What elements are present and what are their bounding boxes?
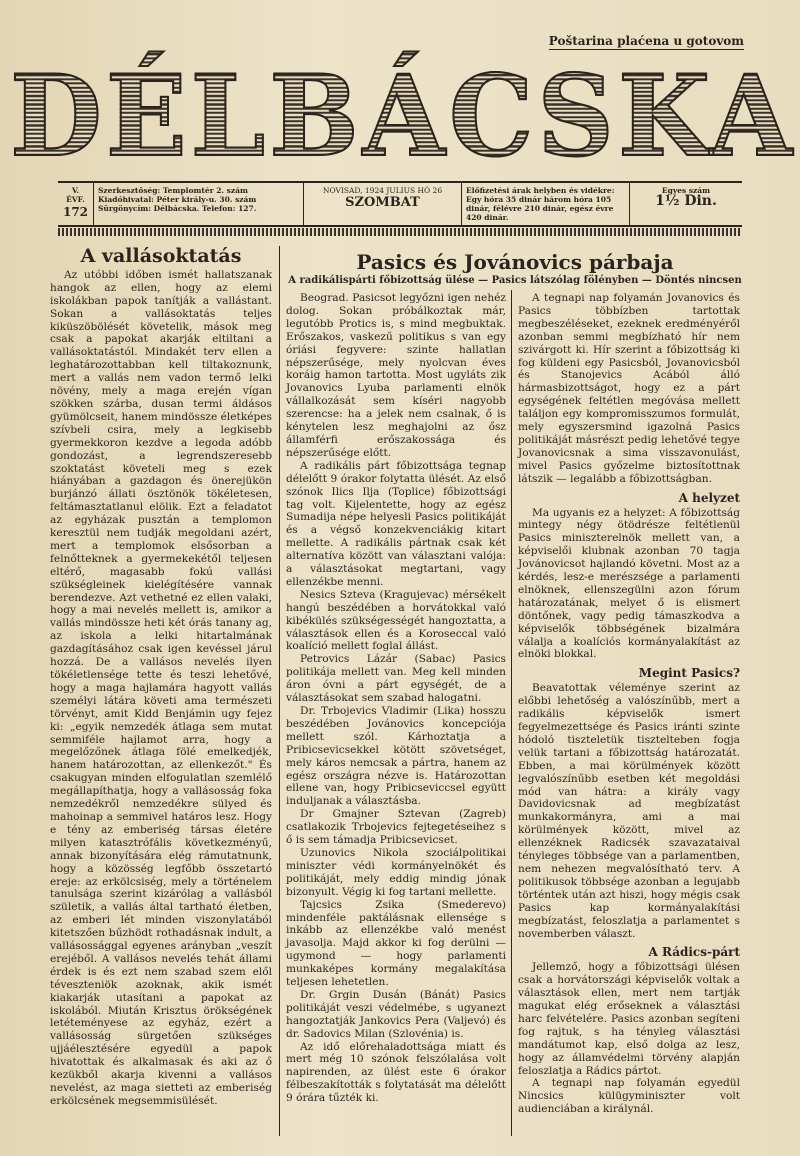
article-paragraph: Az utóbbi időben ismét hallatszanak hangok az ellen, hogy az elemi iskolákban papok tanítják a vallástant. Sokan a vallásoktatás teljes kiküszöbölését követelik, mások meg csak a papokat akarják eltiltani a vallásoktatástól. Mindakét terv ellen a leghatározottabban kell tiltakoznunk, mert a vallás nem vadon termő lelki növény, mely a maga erején vígan szökken szárba, dusan termi áldásos gyümölcseit, hanem mindössze életképes szívbeli csira, mely a legkisebb gyermekkoron kezdve a legoda adóbb gondozást, a legrendszeresebb szoktatást követeli meg s ezek hiányában a gazdagon és önerejükön burjánzó állati ösztönök tökéletesen, feltámasztatlanul elölik. Ezt a feladatot az egyházak pusztán a templomon keresztül nem tudják megoldani azért, mert a templomok elsősorban a felnőtteknek a gyermekekétől teljesen eltérő, magasabb fokú vallási szükségleinek kielégítésére vannak berendezve. Azt vethetné ez ellen valaki, hogy a mai nevelés mellett is, amikor a vallás mindössze heti két órás tanany ag, az iskola a lelki hitartalmának gazdagításához csak igen kevéssel járul hozzá. De a vallásos nevelés ilyen tökéletlensége tette és teszi lehetővé, hogy a maga hajlamára hagyott vallás személyi látára követi ama természeti törvényt, amit Kidd Benjámin ugy fejez ki: „egyik nemzedék átlaga sem mutat semmiféle hajlamot arra, hogy a megelőzőnek átlaga fölé emelkedjék, hanem határozottan, az ellenkezőt." És csakugyan minden elfogulatlan szemlélő megállapíthatja, hogy a vallásosság foka nemzedékről nemzedékre sülyed és mahoinap a semmivel határos lesz. Hogy e tény az emberiség társas életére milyen katasztrófális következményű, annak bizonyítására elég rámutatnunk, hogy a közösség legfőbb összetartó ereje: az erkölcsiség, mely a történelem tanulsága szerint kizárólag a vallásból születik, a vallás által tartható életben, az emberi lét minden viszonylatából kitetszően bűzhödt rothadásnak indult, a vallásossággal egyenes arányban „veszít erejéből. A vallásos nevelés tehát állami érdek is és ezt nem szabad szem elől téveszteniök azoknak, akik ismét kiakarják utasítani a papokat az iskolából. Miután Krisztus örökségének letéteményese az egyház, ezért a vallásosság sürgetően szükséges ujjáélesztésére egyedül a papok hivatottak és alkalmasak és aki az ő kezükből akarja kivenni a vallásos nevelést, az maga sietteti az emberiség erkölcsének megsemmisülését. — [50, 268, 272, 1107]
date-box — [304, 183, 462, 225]
subscription-info: Előfizetési árak helyben és vidékre: Egy hóra 35 dinár három hóra 105 dinár, félévre 210 dinár, egész évre 420 dinár. — [462, 183, 630, 225]
article-paragraph: Jellemző, hogy a főbizottsági ülésen csak a horvátországi képviselők voltak a választások ellen, mert nem tartják magukat elég erőseknek a választási harc felvételére. Pasics azonban segíteni fog rajtuk, s ha tényleg választási mandátumot kap, első dolga az lesz, hogy az államvédelmi törvény alapján feloszlatja a Rádics pártot. — [518, 961, 740, 1077]
article-pasics-column-a — [286, 292, 506, 1105]
article-pasics-column-b — [518, 292, 740, 1116]
price-box — [630, 183, 742, 225]
issue-box — [58, 183, 94, 225]
column-divider — [279, 246, 280, 1136]
article-paragraph: Az idő előrehaladottsága miatt és mert még 10 szónok felszólalása volt napirenden, az ülést este 6 órakor félbeszakították s folytatását ma délelőtt 9 órára tűzték ki. — [286, 1040, 506, 1105]
article-paragraph: Beavatottak véleménye szerint az előbbi lehetőség a valószínűbb, mert a radikális képviselők ismert fegyelmezettsége és Pasics iránti szinte hódoló tiszteletük tisztelteben fogja velük tartani a főbizottság határozatát. Ebben, a mai körülmények között legvalószínűbb esetben két megoldási mód van hátra: a király vagy Davidovicsnak ad megbízatást munkakormányra, ami a mai körülmények között, mivel az ellenzéknek Radicsék szavazataival tényleges többsége van a parlamentben, nem nehezen megvalósítható terv. A politikusok többsége azonban a legujabb történtek után azt hiszi, hogy mégis csak Pasics kap kormányalakítási megbízatást, feloszlatja a parlamentet s novemberben választ. — [518, 682, 740, 940]
issue-date: NOVISAD, 1924 JULIUS HÓ 26 — [322, 186, 443, 195]
article-paragraph: A tegnapi nap folyamán Jovanovics és Pasics többízben tartottak megbeszéléseket, ezeknek eredményéről azonban semmi megbízható hír nem szivárgott ki. Hír szerint a főbizottság ki fog küldeni egy Pasicsból, Jovanovicsból és Stanojevics Acából álló hármasbizottságot, hogy ez a párt egységének feltétlen megóvása mellett találjon egy kompromisszumos formulát, mely egyszersmind igazolná Pasics politikáját másrészt pedig lehetővé tegye Jovanovicsnak a sima visszavonulást, mivel Pasics győzelme biztosítottnak látszik — legalább a főbizottságban. — [518, 292, 740, 485]
article-paragraph: Dr. Grgin Dusán (Bánát) Pasics politikáját veszi védelmébe, s ugyanezt hangoztatják Jankovics Pera (Valjevó) és dr. Sadovics Milan (Szlovénia) is. — [286, 988, 506, 1040]
article-title: A vallásoktatás — [80, 245, 242, 267]
weekday: SZOMBAT — [345, 195, 420, 210]
article-paragraph: Dr. Trbojevics Vladimir (Lika) hosszu beszédében Jovánovics koncepciója mellett szól. Kárhoztatja a Pribicsevicsekkel kötött szövetséget, mely káros nemcsak a pártra, hanem az egész országra nézve is. Határozottan ellene van, hogy Pribicseviccsel együtt induljanak a választásba. — [286, 705, 506, 808]
info-bar — [58, 181, 742, 227]
article-vallasoktatas — [50, 245, 272, 1108]
postage-note: Poštarina plaćena u gotovom — [548, 34, 744, 48]
article-paragraph: Nesics Szteva (Kragujevac) mérsékelt hangú beszédében a horvátokkal való kibékülés szükségességét hangoztatta, a választások ellen és a Koroseccal való koalíció mellett foglal állást. — [286, 588, 506, 653]
article-paragraph: Dr Gmajner Sztevan (Zagreb) csatlakozik Trbojevics fejtegetéseihez s ő is sem támadja Pribicsevicset. — [286, 808, 506, 847]
section-heading: Megint Pasics? — [638, 666, 740, 681]
article-paragraph: A radikális párt főbizottsága tegnap délelőtt 9 órakor folytatta ülését. Az első szónok Ilics Ilja (Toplice) főbizottsági tag volt. Kijelentette, hogy az egész Sumadija népe helyesli Pasics politikáját és a végső konzekvenciákig kitart mellette. A radikális pártnak csak két alternatíva között van választani valója: a választásokat megtartani, vagy ellenzékbe menni. — [286, 459, 506, 588]
price-label: Egyes szám — [661, 186, 711, 195]
price-value: 1½ Din. — [655, 193, 717, 209]
article-paragraph: Petrovics Lázár (Sabac) Pasics politikája mellett van. Meg kell minden áron óvni a párt egységét, de a választásokat sem szabad halogatni. — [286, 653, 506, 705]
article-paragraph: Uzunovics Nikola szociálpolitikai miniszter védi kormányelnökét és politikáját, mely eddig mindig jónak bizonyult. Végig ki fog tartani mellette. — [286, 846, 506, 898]
section-heading: A Rádics-párt — [648, 945, 740, 960]
column-divider — [511, 290, 512, 1136]
ornament-rule — [58, 228, 742, 236]
editorial-info: Szerkesztőség: Templomtér 2. szám Kiadóhivatal: Péter király-u. 30. szám Sürgönycím: Délbácska. Telefon: 127. — [94, 183, 304, 225]
article-paragraph: Tajcsics Zsika (Smederevo) mindenféle paktálásnak ellensége s inkább az ellenzékbe való menést javasolja. Majd akkor ki fog derülni — ugymond — hogy parlamenti munkaképes kormány megalakítása teljesen lehetetlen. — [286, 898, 506, 989]
issue-number: 172 — [62, 205, 89, 219]
article-paragraph: Beograd. Pasicsot legyőzni igen nehéz dolog. Sokan próbálkoztak már, legutóbb Protics is, s mind megbuktak. Erőszakos, vaskezű politikus s van egy óriási fegyvere: szinte hallatlan népszerűsége, mely nyolcvan éves koráig hamon tartotta. Most ugyláts zik Jovanovics Lyuba parlamenti elnök vállalkozását sem kíséri nagyobb szerencse: ha a jelek nem csalnak, ő is kénytelen lesz meghajolni az ősz államférfi erőszakossága és népszerűsége előtt. — [286, 292, 506, 459]
article-title: Pasics és Jovánovics párbaja — [356, 250, 674, 274]
masthead — [9, 49, 797, 181]
volume-year: V. ÉVF. — [66, 186, 85, 204]
article-subtitle: A radikálispárti főbizottság ülése — Pasics látszólag fölényben — Döntés nincsen — [288, 275, 742, 286]
article-paragraph: A tegnapi nap folyamán egyedül Nincsics külügyminiszter volt audienciában a királynál. — [518, 1077, 740, 1116]
section-heading: A helyzet — [678, 490, 740, 505]
article-paragraph: Ma ugyanis ez a helyzet: A főbizottság mintegy négy ötödrésze feltétlenül Pasics miniszterelnök mellett van, a képviselői klubnak azonban 70 tagja Jovánovicsot hajlandó követni. Most az a kérdés, lesz-e merészsége a parlamenti elnöknek, ellenszegülni azon fórum határozatának, melyet ő is elismert döntőnek, vagy pedig támaszkodva a képviselők többségének bizalmára válalja a koalíciós kormányalakítást az elnöki blokkal. — [518, 506, 740, 661]
masthead-title: DÉLBÁCSKA — [9, 49, 797, 181]
